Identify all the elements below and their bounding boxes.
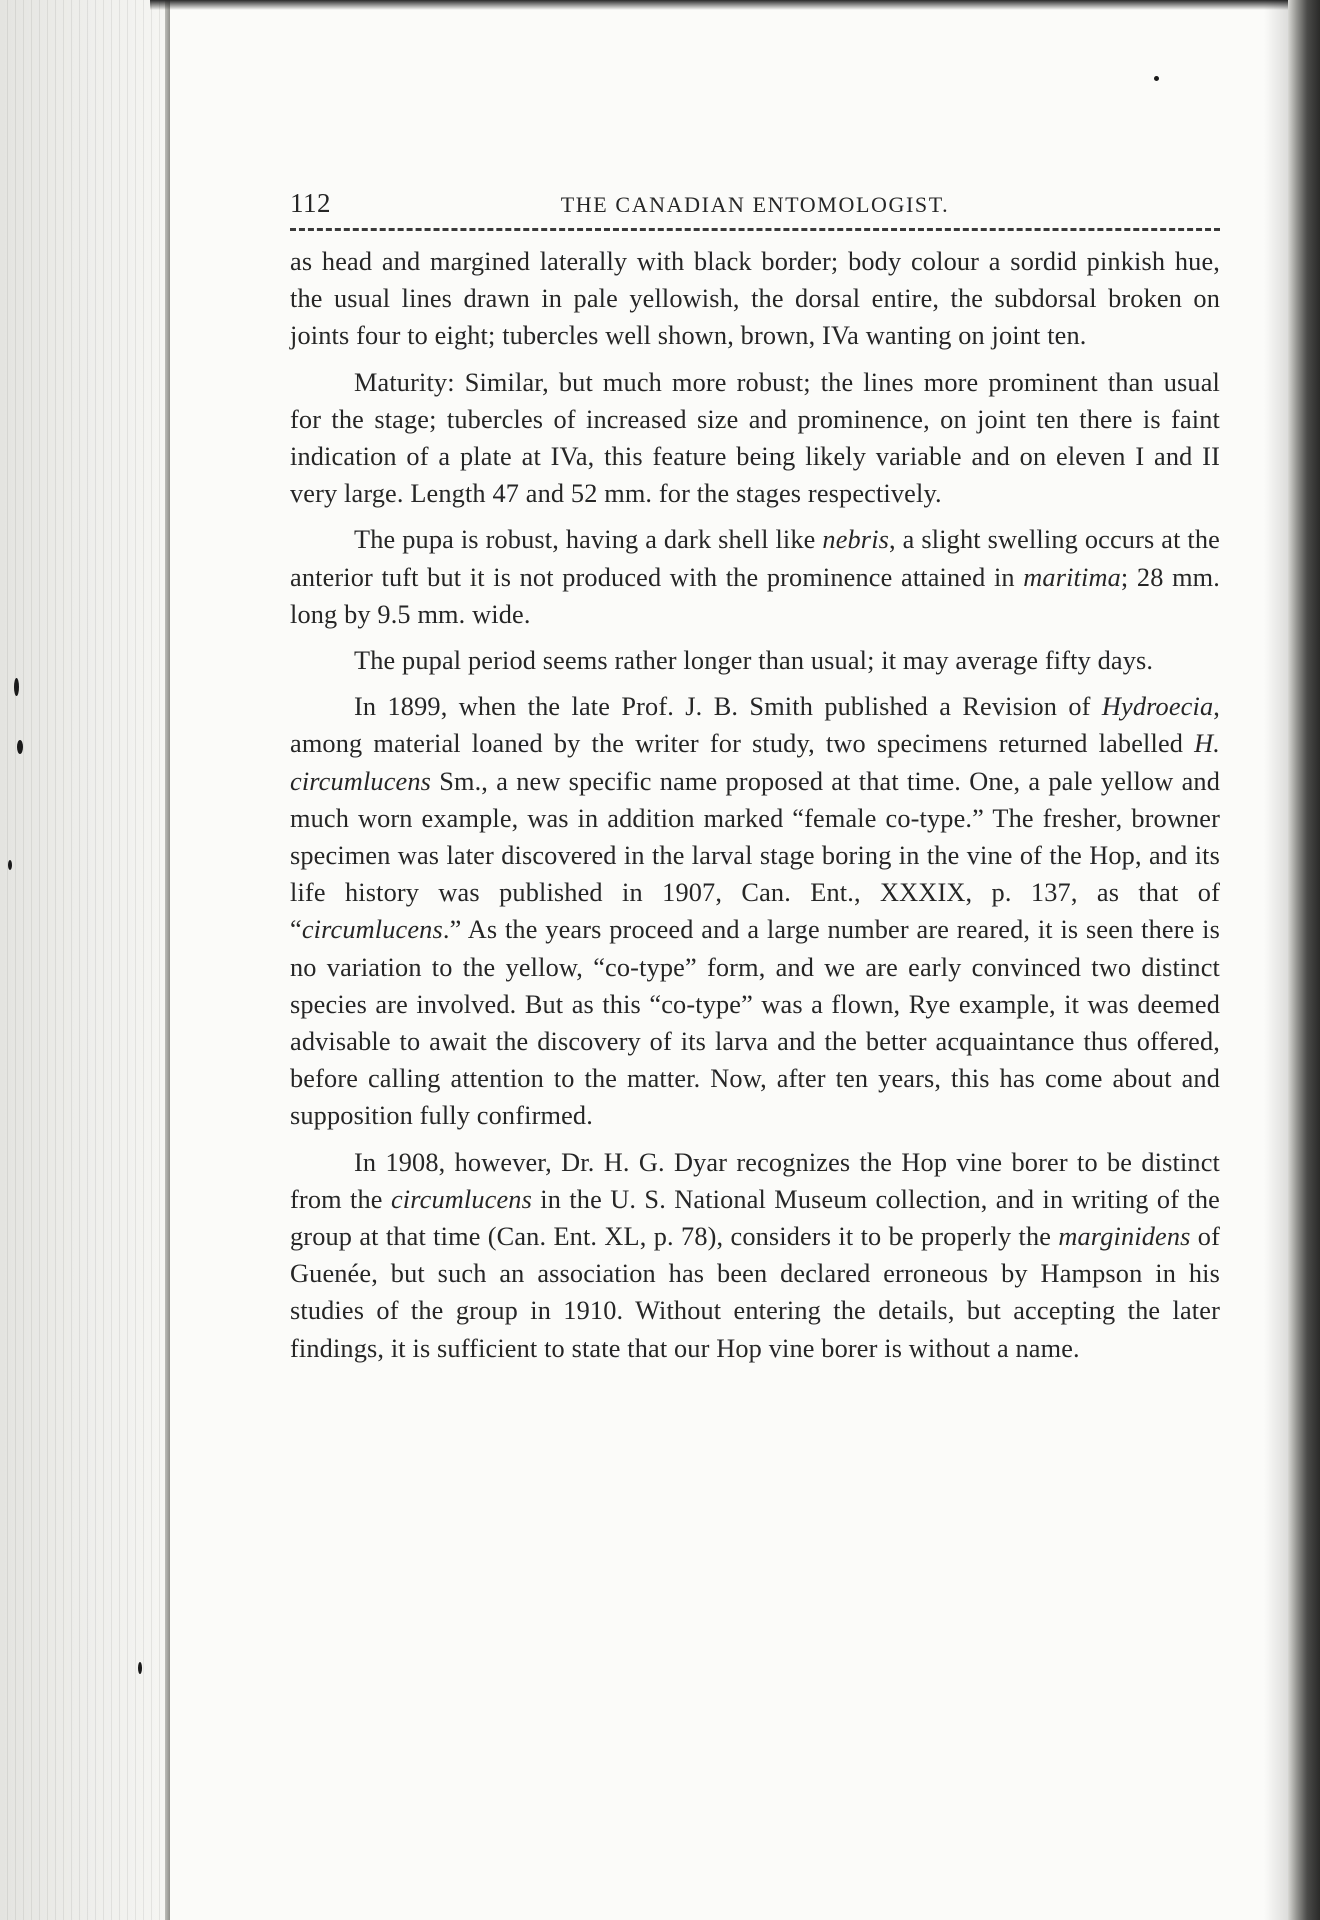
scan-speck: [17, 740, 23, 754]
italic-term: Hydroecia: [1101, 692, 1214, 722]
top-scan-edge: [150, 0, 1290, 10]
page-stack-edge: [0, 0, 170, 1920]
binding-shadow: [1264, 0, 1288, 1920]
italic-term: maritima: [1023, 562, 1121, 592]
book-page: [290, 188, 1220, 1376]
text-run: In 1908, however, Dr. H. G. Dyar recognizes the Hop vine borer to be distinct from the: [290, 1147, 1220, 1214]
scan-speck: [1154, 76, 1159, 81]
italic-term: circumlucens: [301, 915, 443, 945]
body-text: [290, 243, 1220, 1367]
text-run: ; 28 mm. long by 9.5 mm. wide.: [290, 562, 1220, 629]
scan-speck: [14, 678, 19, 696]
text-run: , among material loaned by the writer for study, two specimens returned labelled: [290, 692, 1220, 759]
header-rule: [290, 228, 1220, 231]
paragraph-p6: [290, 1144, 1220, 1367]
italic-term: marginidens: [1058, 1222, 1191, 1252]
text-run: Sm., a new specific name proposed at that time. One, a pale yellow and much worn example, was in addition marked “female co-type.” The fresher, browner specimen was later discovered in the larval stage boring in the vine of the Hop, and its life history was published in 1907, Can. Ent., XXXIX, p. 137, as that of “: [290, 766, 1220, 945]
paragraph-p5: [290, 688, 1220, 1134]
journal-title: THE CANADIAN ENTOMOLOGIST.: [560, 192, 950, 217]
text-run: The pupa is robust, having a dark shell like: [354, 525, 823, 555]
text-run: , a slight swelling occurs at the anterior tuft but it is not produced with the prominence attained in: [290, 525, 1221, 592]
italic-term: circumlucens: [390, 1184, 532, 1214]
scan-speck: [138, 1662, 142, 1674]
text-run: of Guenée, but such an association has been declared erroneous by Hampson in his studies of the group in 1910. Without entering the details, but accepting the later findings, it is sufficient to state that our Hop vine borer is without a name.: [290, 1222, 1220, 1363]
book-binding-edge: [1288, 0, 1320, 1920]
scan-speck: [8, 860, 12, 870]
text-run: .” As the years proceed and a large number are reared, it is seen there is no variation to the yellow, “co-type” form, and we are early convinced two distinct species are involved. But as this “co-type” was a flown, Rye example, it was deemed advisable to await the discovery of its larva and the better acquaintance thus offered, before calling attention to the matter. Now, after ten years, this has come about and supposition fully confirmed.: [290, 915, 1220, 1131]
text-run: In 1899, when the late Prof. J. B. Smith published a Revision of: [354, 692, 1102, 722]
paragraph-p3: [290, 521, 1220, 633]
italic-term: H. circumlucens: [290, 729, 1220, 796]
running-head: [290, 188, 1220, 228]
text-run: in the U. S. National Museum collection, and in writing of the group at that time (Can. Ent. XL, p. 78), considers it to be properly the: [290, 1184, 1221, 1252]
paragraph-p2: [290, 364, 1220, 513]
paragraph-p4: [290, 642, 1220, 679]
italic-term: nebris: [822, 525, 890, 555]
text-run: as head and margined laterally with black border; body colour a sordid pinkish hue, the usual lines drawn in pale yellowish, the dorsal entire, the subdorsal broken on joints four to eight; tubercles well shown, brown, IVa wanting on joint ten.: [290, 247, 1220, 351]
text-run: Maturity: Similar, but much more robust; the lines more prominent than usual for the stage; tubercles of increased size and prominence, on joint ten there is faint indication of a plate at IVa, this feature being likely variable and on eleven I and II very large. Length 47 and 52 mm. for the stages respectively.: [290, 367, 1220, 509]
paragraph-p1: [290, 243, 1220, 355]
page-number: 112: [290, 188, 331, 218]
text-run: The pupal period seems rather longer than usual; it may average fifty days.: [354, 646, 1154, 676]
